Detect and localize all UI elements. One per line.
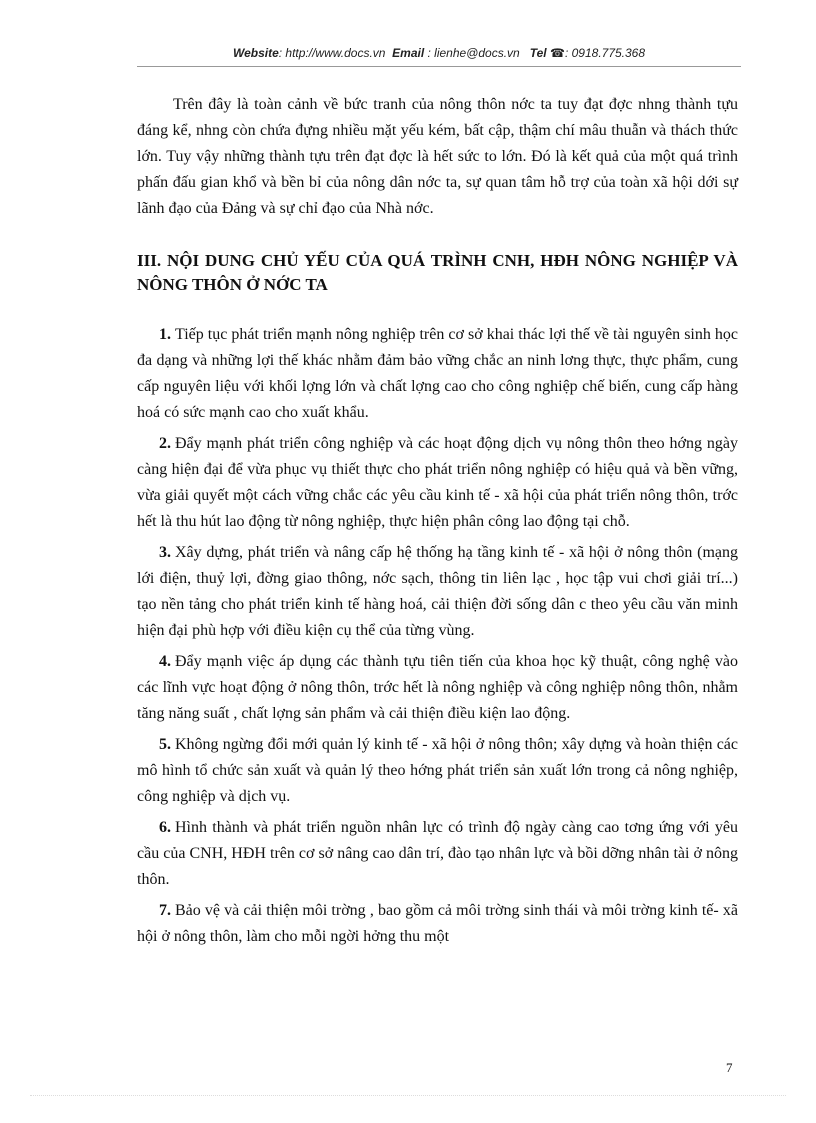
page-number: 7 — [726, 1060, 733, 1075]
item-text: Tiếp tục phát triển mạnh nông nghiệp trên cơ sở khai thác lợi thế về tài nguyên sinh học đa dạng và những lợi thế khác nhằm đảm bảo vững chắc an ninh lơng thực, thực phẩm, cung cấp nguyên liệu với khối lợng lớn và chất lợng cao cho công nghiệp chế biến, cung cấp hàng hoá có sức mạnh cao cho xuất khẩu. — [137, 326, 738, 421]
item-number: 6. — [159, 819, 171, 836]
item-number: 3. — [159, 544, 171, 561]
email-value: : lienhe@docs.vn — [424, 46, 520, 60]
section-title: III. NỘI DUNG CHỦ YẾU CỦA QUÁ TRÌNH CNH, HĐH NÔNG NGHIỆP VÀ NÔNG THÔN Ở NỚC TA — [137, 251, 738, 294]
tel-value: : 0918.775.368 — [564, 46, 646, 60]
item-number: 7. — [159, 902, 171, 919]
list-item — [137, 431, 738, 535]
list-item — [137, 898, 738, 950]
list-item — [137, 732, 738, 810]
list-item — [137, 322, 738, 426]
website-label: Website — [232, 46, 279, 60]
item-number: 5. — [159, 736, 171, 753]
item-text: Đẩy mạnh việc áp dụng các thành tựu tiên tiến của khoa học kỹ thuật, công nghệ vào các lĩnh vực hoạt động ở nông thôn, trớc hết là nông nghiệp và công nghiệp nông thôn, nhằm tăng năng suất , chất lợng sản phẩm và cải thiện điều kiện lao động. — [137, 653, 738, 722]
document-body — [137, 92, 738, 955]
tel-label: Tel — [529, 46, 547, 60]
header-divider — [137, 66, 741, 67]
item-text: Xây dựng, phát triển và nâng cấp hệ thống hạ tầng kinh tế - xã hội ở nông thôn (mạng lới điện, thuỷ lợi, đờng giao thông, nớc sạch, thông tin liên lạc , học tập vui chơi giải trí...) tạo nền tảng cho phát triển kinh tế hàng hoá, cải thiện đời sống dân c theo yêu cầu văn minh hiện đại phù hợp với điều kiện cụ thể của từng vùng. — [137, 544, 738, 639]
intro-paragraph: Trên đây là toàn cảnh về bức tranh của nông thôn nớc ta tuy đạt đợc nhng thành tựu đáng kể, nhng còn chứa đựng nhiều mặt yếu kém, bất cập, thậm chí mâu thuẫn và thách thức lớn. Tuy vậy những thành tựu trên đạt đợc là hết sức to lớn. Đó là kết quả của một quá trình phấn đấu gian khổ và bền bỉ của nông dân nớc ta, sự quan tâm hỗ trợ của toàn xã hội dới sự lãnh đạo của Đảng và sự chỉ đạo của Nhà nớc. — [137, 96, 738, 217]
email-label: Email — [392, 46, 425, 60]
list-item — [137, 540, 738, 644]
item-number: 2. — [159, 435, 171, 452]
list-item — [137, 649, 738, 727]
item-text: Hình thành và phát triển nguồn nhân lực có trình độ ngày càng cao tơng ứng với yêu cầu của CNH, HĐH trên cơ sở nâng cao dân trí, đào tạo nhân lực và bồi dỡng nhân tài ở nông thôn. — [137, 819, 738, 888]
website-value: : http://www.docs.vn — [278, 46, 386, 60]
list-item — [137, 815, 738, 893]
item-number: 1. — [159, 326, 171, 343]
item-text: Đẩy mạnh phát triển công nghiệp và các hoạt động dịch vụ nông thôn theo hớng ngày càng hiện đại để vừa phục vụ thiết thực cho phát triển nông nghiệp có hiệu quả và bền vững, vừa giải quyết một cách vững chắc các yêu cầu kinh tế - xã hội của phát triển nông thôn, trớc hết là thu hút lao động từ nông nghiệp, thực hiện phân công lao động tại chỗ. — [137, 435, 738, 530]
item-text: Không ngừng đổi mới quản lý kinh tế - xã hội ở nông thôn; xây dựng và hoàn thiện các mô hình tổ chức sản xuất và quản lý theo hớng phát triển sản xuất lớn trong cả nông nghiệp, công nghiệp và dịch vụ. — [137, 736, 738, 805]
item-number: 4. — [159, 653, 171, 670]
footer-divider — [30, 1095, 786, 1096]
page-header — [137, 46, 741, 60]
item-text: Bảo vệ và cải thiện môi trờng , bao gồm cả môi trờng sinh thái và môi trờng kinh tế- xã hội ở nông thôn, làm cho mỗi ngời hởng thu một — [137, 902, 738, 945]
phone-icon: ☎ — [550, 46, 565, 60]
